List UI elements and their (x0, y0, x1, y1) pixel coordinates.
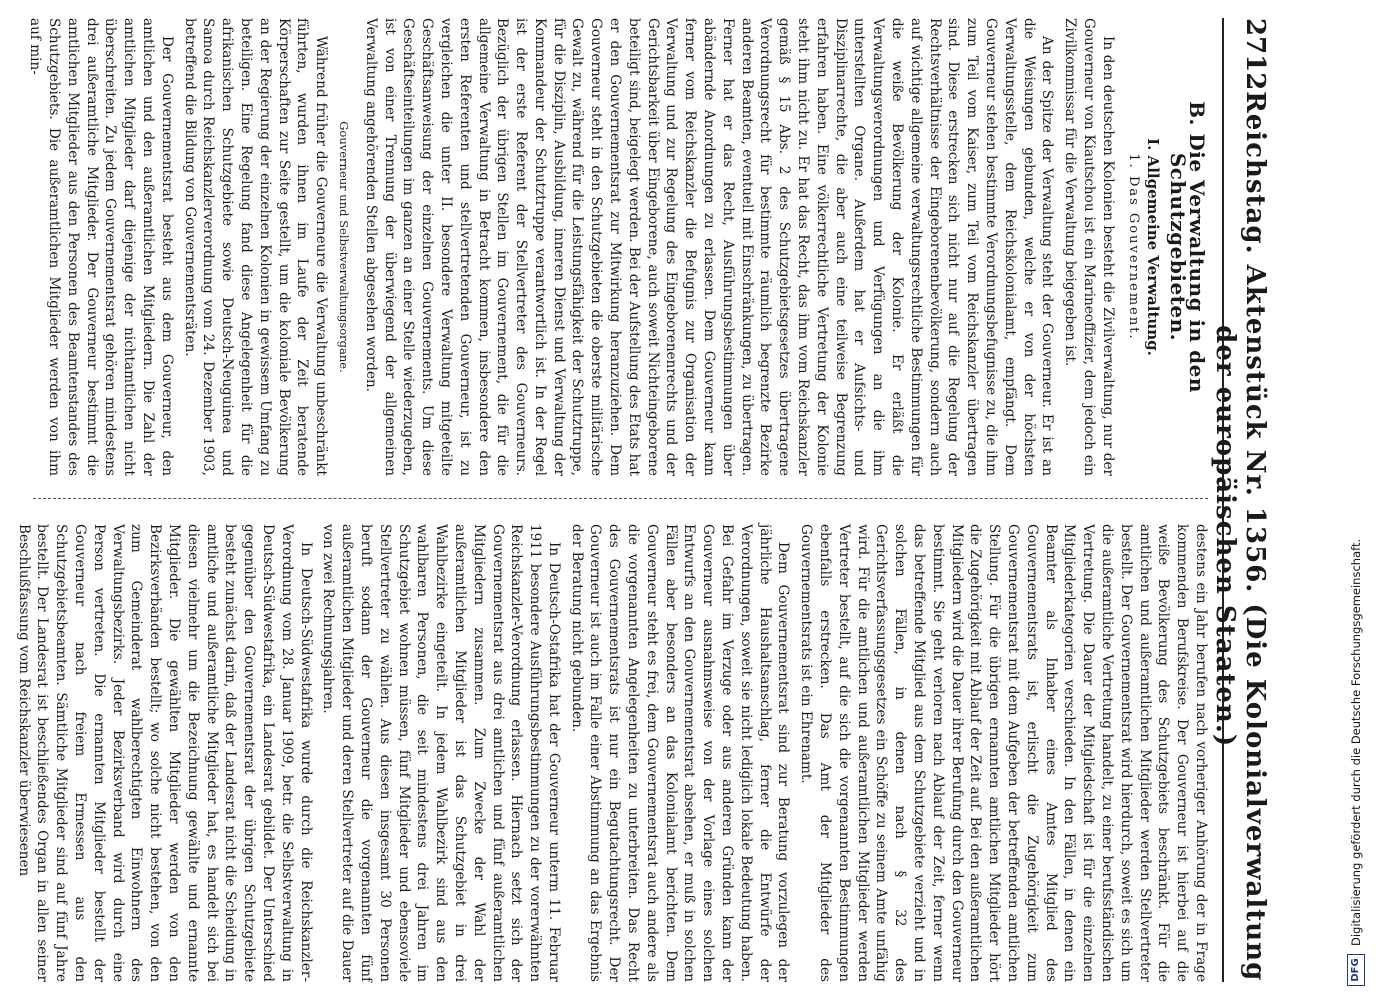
page-number: 2712 (1240, 18, 1270, 91)
column-divider (33, 498, 1208, 499)
page-header (1210, 18, 1270, 982)
paragraph: In Deutsch-Ostafrika hat der Gouverneur unterm 11. Februar 1911 besondere Ausführungsbestimmungen zu der vorerwähnten Reichskanzler-Verordnung erlassen. Hiernach setzt sich der Gouvernementsrat aus drei amtlichen und fünf außeramtlichen Mitgliedern zusammen. Zum Zwecke der Wahl der außeramtlichen Mitglieder ist das Schutzgebiet in drei Wahlbezirke eingeteilt. In jedem Wahlbezirk sind aus den wahlbaren Personen, die seit mindestens drei Jahren im Schutzgebiet wohnen müssen, fünf Mitglieder und ebensoviele Stellvertreter zu wählen. Aus diesen insgesamt 30 Personen beruft sodann der Gouverneur die vorgenannten fünf außeramtlichen Mitglieder und deren Stellvertreter auf die Dauer von zwei Rechnungsjahren. (320, 524, 562, 982)
paragraph: An der Spitze der Verwaltung steht der Gouverneur. Er ist an die Weisungen gebunden, welche er von der höchsten Verwaltungsstelle, dem Reichskolonialamt, empfängt. Dem Gouverneur stehen bestimmte Verordnungsbefugnisse zu, die ihm zum Teil vom Kaiser, zum Teil vom Reichskanzler übertragen sind. Diese erstrecken sich nicht nur auf die Regelung der Rechtsverhältnisse der Eingeborenenbevölkerung, sondern auch auf wichtige allgemeine verwaltungsrechtliche Bestimmungen für die weiße Bevölkerung der Kolonie. Er erläßt die Verwaltungsverordnungen und Verfügungen an die ihm unterstellten Organe. Außerdem hat er Aufsichts- und Disziplinarrechte, die aber auch eine teilweise Begrenzung erfahren haben. Eine völkerrechtliche Vertretung der Kolonie steht ihm nicht zu. Er hat das Recht, das ihm vom Reichskanzler gemäß § 15 Abs. 2 des Schutzgebietsgesetzes übertragene Verordnungsrecht für bestimmte räumlich begrenzte Bezirke anderen Beamten, eventuell mit Einschränkungen, zu übertragen. Ferner hat er das Recht, Ausführungsbestimmungen über abändernde Anordnungen zu erlassen. Dem Gouverneur kann ferner vom Reichskanzler die Befugnis zur Organisation der Verwaltung und zur Regelung des Eingeborenenrechts und der Gerichtsbarkeit über Eingeborene, auch soweit Nichteingeborene beteiligt sind, beigelegt werden. Bei der Aufstellung des Etats hat er den Gouvernementsrat zur Mitwirkung heranzuziehen. Dem Gouverneur steht in den Schutzgebieten die oberste militärische Gewalt zu, während für die Leistungsfähigkeit der Schutztruppe, für die Disziplin, Ausbildung, inneren Dienst und Verwaltung der Kommandeur der Schutztruppe verantwortlich ist. In der Regel ist der erste Referent der Stellvertreter des Gouverneurs. Bezüglich der übrigen Stellen im Gouvernement, die für die allgemeine Verwaltung in Betracht kommen, insbesondere den ersten Referenten und stellvertretenden Gouverneur, ist zu vergleichen die unter II. besondere Verwaltung mitgeteilte Geschäftsanweisung der einzelnen Gouvernements. Um diese Geschäftseinteilungen im ganzen an einer Stelle wiederzugeben, ist von einer Trennung der überwiegend der allgemeinen Verwaltung angehörenden Stellen abgesehen worden. (362, 18, 1056, 476)
paragraph: In Deutsch-Südwestafrika wurde durch die Reichskanzler-Verordnung vom 28. Januar 1909, betr. die Selbstverwaltung in Deutsch-Südwestafrika, ein Landesrat gebildet. Der Unterschied gegenüber den Gouvernementsrat der übrigen Schutzgebiete besteht zunächst darin, daß der Landesrat nicht die Scheidung in amtliche und außeramtliche Mitglieder hat, es handelt sich bei diesen vielmehr um die Bezeichnung gewählte und ernannte Mitglieder. Die gewählten Mitglieder werden von den Bezirksverbänden bestellt; wo solche nicht bestehen, von den zum Gemeinderat wahlberechtigten Einwohnern des Verwaltungsbezirks. Jeder Bezirksverband wird durch eine Person vertreten. Die ernannten Mitglieder bestellt der Gouverneur nach freiem Ermessen aus den Schutzgebietsbeamten. Sämtliche Mitglieder sind auf fünf Jahre bestellt. Der Landesrat ist beschließendes Organ in allen seiner Beschlußfassung vom Reichskanzler überwiesenen (15, 524, 314, 982)
digitization-credit (1336, 0, 1376, 1000)
paragraph: Während früher die Gouverneure die Verwaltung unbeschränkt führten, wurden ihnen im Laufe der Zeit beratende Körperschaften zur Seite gestellt, um die koloniale Bevölkerung an der Regierung der einzelnen Kolonien in gewissem Umfang zu beteiligen. Eine Regelung fand diese Angelegenheit für die afrikanischen Schutzgebiete sowie Deutsch-Neuguinea und Samoa durch Reichskanzlerverordnung vom 24. Dezember 1903, betreffend die Bildung von Gouvernementsräten. (181, 18, 330, 476)
right-column (15, 524, 1210, 982)
left-column (27, 18, 1210, 476)
dfg-logo-icon: DFG (1347, 954, 1365, 986)
subsection-title: I. Allgemeine Verwaltung. (1144, 138, 1163, 356)
subsection-subtitle: 1. Das Gouvernement. (1125, 153, 1141, 341)
minor-heading: Gouverneur und Selbstverwaltungsorgane. (336, 121, 351, 373)
credit-text: Digitalisierung gefördert durch die Deutsche Forschungsgemeinschaft. (1349, 538, 1363, 946)
paragraph: Der Gouvernementsrat besteht aus dem Gouverneur, den amtlichen und den außeramtlichen Mitgliedern. Die Zahl der amtlichen Mitglieder darf diejenige der nichtamtlichen nicht überschreiten. Zu jedem Gouvernementsrat gehören mindestens drei außeramtliche Mitglieder. Der Gouverneur bestimmt die amtlichen Mitglieder aus den Personen des Beamtenstandes des Schutzgebiets. Die außeramtlichen Mitglieder werden von ihm auf min- (27, 18, 175, 476)
paragraph: destens ein Jahr berufen nach vorheriger Anhörung der in Frage kommenden Berufskreise. Der Gouverneur ist hierbei auf die weiße Bevölkerung des Schutzgebiets beschränkt. Für die amtlichen und außeramtlichen Mitglieder werden Stellvertreter bestellt. Der Gouvernementsrat wird hierdurch, soweit es sich um die außeramtliche Vertretung handelt, zu einer berufsständischen Vertretung. Die Dauer der Mitgliedschaft ist für die einzelnen Mitgliederkategorien verschieden. In den Fällen, in denen ein Beamter als Inhaber eines Amtes Mitglied des Gouvernementsrats ist, erlischt die Zugehörigkeit zum Gouvernementsrat mit dem Aufgeben der betreffenden amtlichen Stellung. Für die übrigen ernannten amtlichen Mitglieder hört die Zugehörigkeit mit Ablauf der Zeit auf. Bei den außeramtlichen Mitgliedern wird die Dauer ihrer Berufung durch den Gouverneur bestimmt. Sie geht verloren nach Ablauf der Zeit, ferner wenn das betreffende Mitglied aus dem Schutzgebiete verzieht und in solchen Fällen, in denen nach § 32 des Gerichtsverfassungsgesetzes ein Schöffe zu seinem Amte unfähig wird. Für die amtlichen und außeramtlichen Mitglieder werden Vertreter bestellt, auf die sich die vorgenannten Bestimmungen ebenfalls erstrecken. Das Amt der Mitglieder des Gouvernementsrats ist ein Ehrenamt. (798, 524, 1209, 982)
paragraph: In den deutschen Kolonien besteht die Zivilverwaltung, nur der Gouverneur von Kiautschou ist ein Marineoffizier, dem jedoch ein Zivilkommissar für die Verwaltung beigegeben ist. (1062, 18, 1116, 476)
paragraph: Dem Gouvernementsrat sind zur Beratung vorzulegen der jährliche Haushaltsanschlag, ferner die Entwürfe der Verordnungen, soweit sie nicht lediglich lokale Bedeutung haben. Bei Gefahr im Verzuge oder aus anderen Gründen kann der Gouverneur ausnahmsweise von der Vorlage eines solchen Entwurfs an den Gouvernementsrat absehen, er muß in solchen Fällen aber besonders an das Kolonialamt berichten. Dem Gouverneur steht es frei, dem Gouvernementsrat auch andere als die vorgenannten Angelegenheiten zu unterbreiten. Das Recht des Gouvernementsrats ist nur ein Begutachtungsrecht. Der Gouverneur ist auch im Falle einer Abstimmung an das Ergebnis der Beratung nicht gebunden. (568, 524, 792, 982)
page-title: Reichstag. Aktenstück Nr. 1356. (Die Kolonialverwaltung der europäischen Staaten.) (1210, 91, 1270, 982)
section-title: B. Die Verwaltung in den Schutzgebieten. (1166, 101, 1209, 393)
